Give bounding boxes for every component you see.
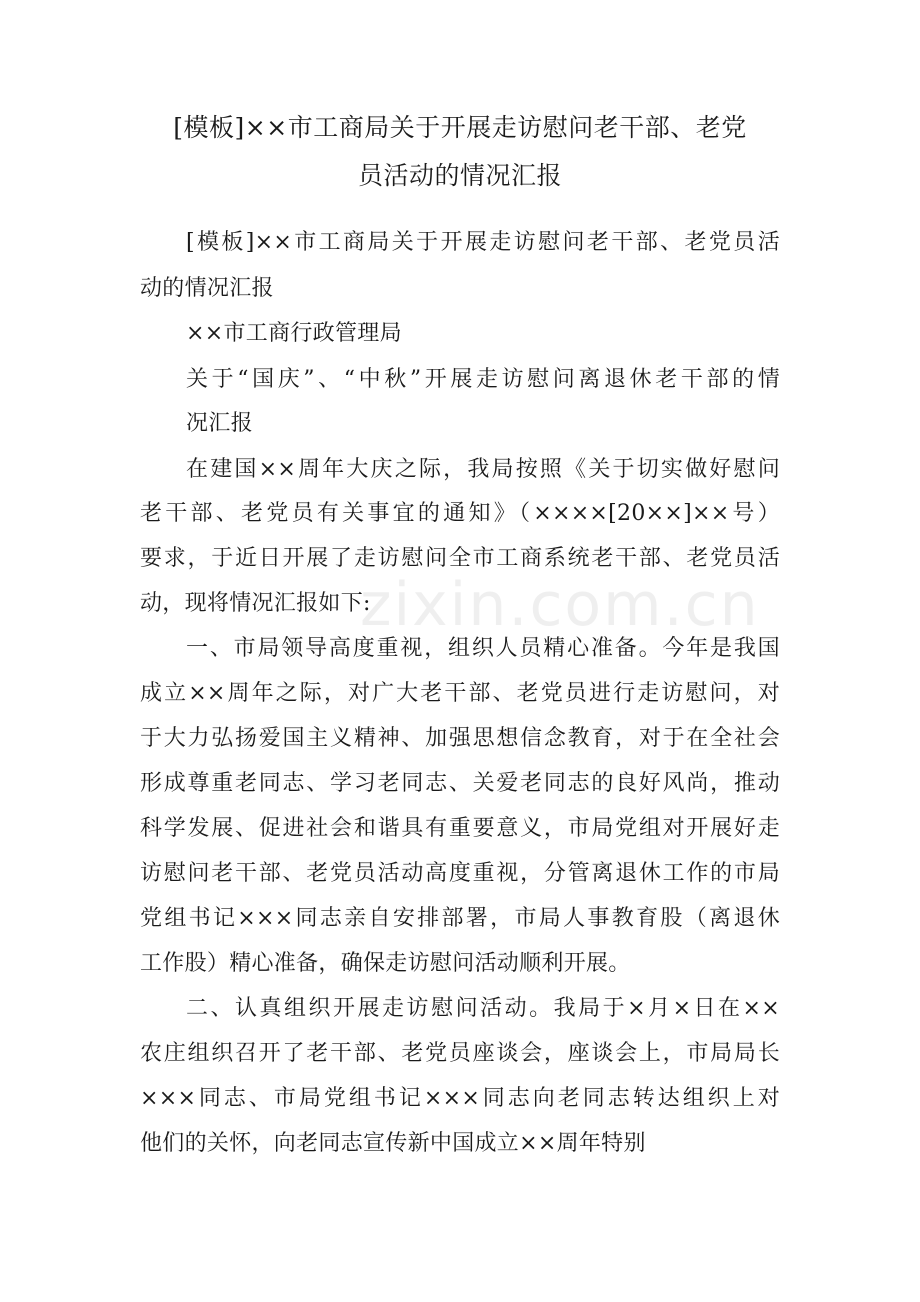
document-title-line1: [模板]××市工商局关于开展走访慰问老干部、老党 — [173, 113, 747, 142]
body-line: [模板]××市工商局关于开展走访慰问老干部、老党员活 — [186, 230, 780, 255]
body-line: 动，现将情况汇报如下: — [140, 591, 371, 616]
body-line: ××市工商行政管理局 — [186, 321, 402, 346]
body-line: 况汇报 — [186, 411, 253, 436]
body-line: 在建国××周年大庆之际，我局按照《关于切实做好慰问 — [186, 457, 780, 482]
body-line: 动的情况汇报 — [140, 276, 274, 301]
document-title-line2: 员活动的情况汇报 — [357, 161, 562, 190]
body-line: 成立××周年之际，对广大老干部、老党员进行走访慰问，对 — [140, 681, 780, 706]
body-line: 工作股）精心准备，确保走访慰问活动顺利开展。 — [140, 951, 631, 976]
watermark: zixin.com.cn — [360, 570, 760, 640]
body-line: 访慰问老干部、老党员活动高度重视，分管离退休工作的市局 — [140, 861, 780, 886]
body-line: 科学发展、促进社会和谐具有重要意义，市局党组对开展好走 — [140, 816, 780, 841]
body-line: 农庄组织召开了老干部、老党员座谈会，座谈会上，市局局长 — [140, 1041, 780, 1066]
body-line: 要求，于近日开展了走访慰问全市工商系统老干部、老党员活 — [140, 546, 780, 571]
body-line: 形成尊重老同志、学习老同志、关爱老同志的良好风尚，推动 — [140, 771, 780, 796]
body-line: 于大力弘扬爱国主义精神、加强思想信念教育，对于在全社会 — [140, 726, 780, 751]
body-line: 老干部、老党员有关事宜的通知》（××××[20××]××号） — [140, 501, 780, 526]
body-line: 一、市局领导高度重视，组织人员精心准备。今年是我国 — [186, 636, 780, 661]
body-line: 他们的关怀，向老同志宣传新中国成立××周年特别 — [140, 1131, 646, 1156]
body-line: ×××同志、市局党组书记×××同志向老同志转达组织上对 — [140, 1086, 780, 1111]
body-line: 关于“国庆”、“中秋”开展走访慰问离退休老干部的情 — [186, 367, 780, 392]
body-line: 二、认真组织开展走访慰问活动。我局于×月×日在×× — [186, 996, 780, 1021]
body-line: 党组书记×××同志亲自安排部署，市局人事教育股（离退休 — [140, 906, 780, 931]
